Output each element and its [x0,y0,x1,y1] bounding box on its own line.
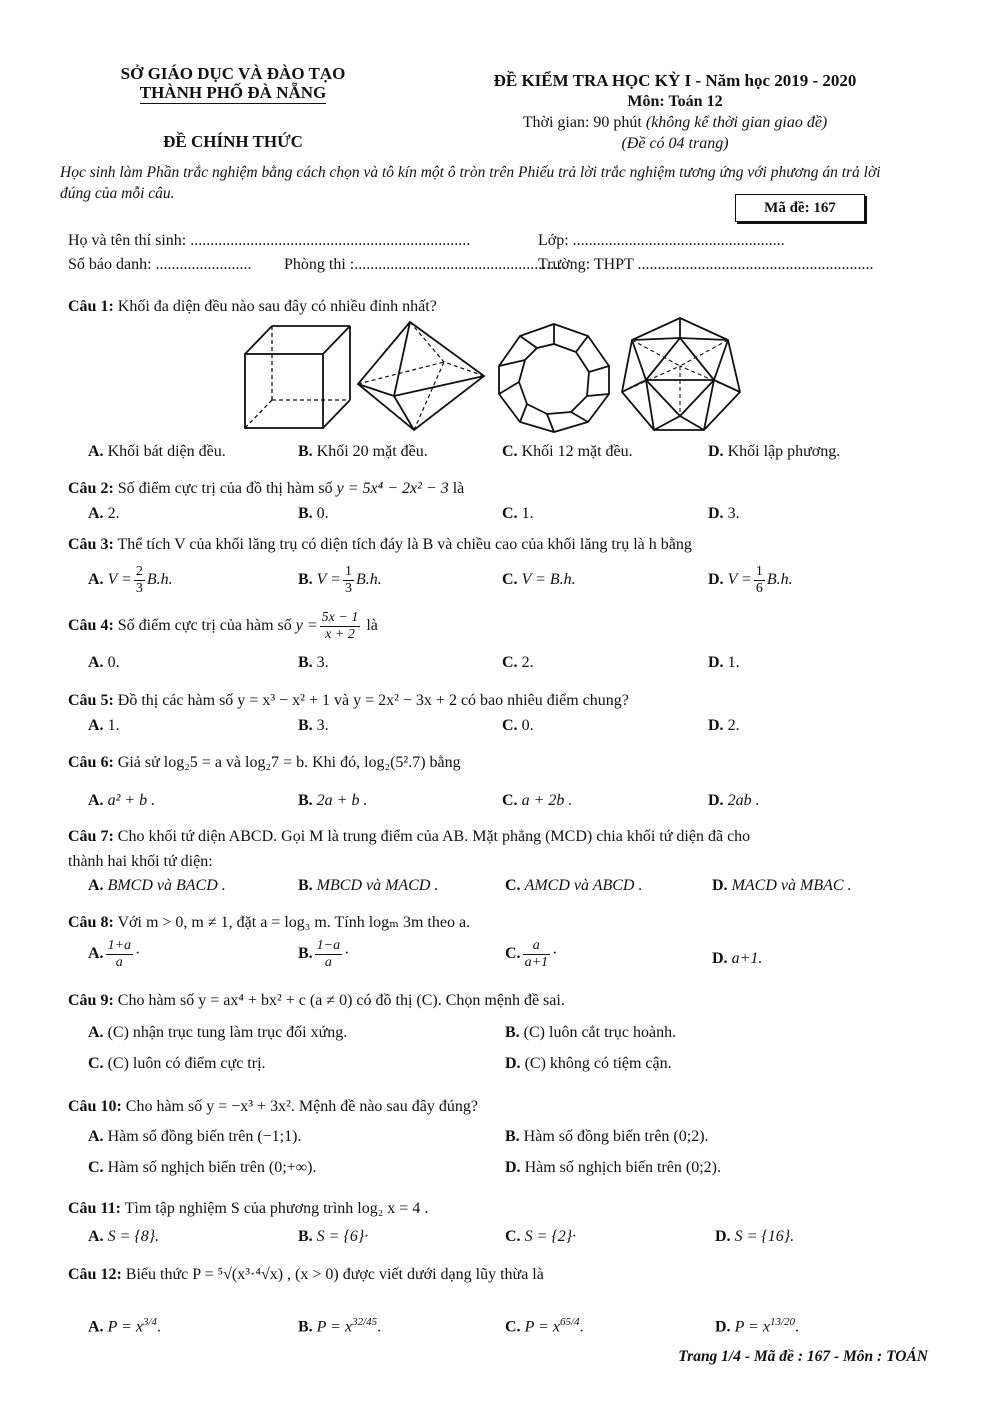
q5-option-b[interactable]: B. 3. [298,717,329,734]
q8-option-b[interactable]: B. $\frac{1-a}{a}$ · [298,938,350,970]
official-label: ĐỀ CHÍNH THỨC [163,132,303,151]
exam-code-box: Mã đề: 167 [735,194,865,222]
q4-option-d[interactable]: D. 1. [708,654,740,671]
question-11: Câu 11: Tìm tập nghiệm S của phương trình log₂ x = 4 . [68,1200,429,1217]
question-10: Câu 10: Cho hàm số y = −x³ + 3x². Mệnh đề nào sau đây đúng? [68,1098,478,1115]
q4-option-b[interactable]: B. 3. [298,654,329,671]
q3-option-d[interactable]: D. V = $\frac{1}{6}$ B.h. [708,564,793,596]
q7-option-d[interactable]: D. MACD và MBAC . [712,877,852,894]
question-7: Câu 7: Cho khối tứ diện ABCD. Gọi M là trung điểm của AB. Mặt phẳng (MCD) chia khối tứ diện đã cho [68,828,751,845]
question-label: Câu 1: [68,298,114,315]
octahedron-figure [352,318,492,436]
q12-option-d[interactable]: D. $P = x^{13/20}$. [715,1316,800,1336]
q1-option-b[interactable]: B. Khối 20 mặt đều. [298,443,428,460]
instruction: Học sinh làm Phần trắc nghiệm bằng cách chọn và tô kín một ô tròn trên Phiếu trả lời trắc nghiệm tương ứng với phương án trả lời đúng của mỗi câu. [60,164,881,202]
q1-option-c[interactable]: C. Khối 12 mặt đều. [502,443,633,460]
field-class[interactable]: Lớp: ..................................................... [538,232,785,249]
q9-option-c[interactable]: C. (C) luôn có điểm cực trị. [88,1055,266,1072]
q11-option-a[interactable]: A. S = {8}. [88,1228,160,1245]
q10-option-b[interactable]: B. Hàm số đồng biến trên (0;2). [505,1128,709,1145]
q2-option-b[interactable]: B. 0. [298,505,329,522]
question-6: Câu 6: Giả sử log₂5 = a và log₂7 = b. Khi đó, log₂(5².7) bằng [68,754,461,771]
page-footer: Trang 1/4 - Mã đề : 167 - Môn : TOÁN [678,1348,928,1365]
department-header [88,64,378,151]
question-3: Câu 3: Thể tích V của khối lăng trụ có diện tích đáy là B và chiều cao của khối lăng trụ là h bằng [68,536,692,553]
question-7-continued: thành hai khối tứ diện: [68,853,213,870]
exam-title: ĐỀ KIỂM TRA HỌC KỲ I - Năm học 2019 - 2020 [493,71,857,90]
time-note: (không kể thời gian giao đề) [645,114,828,131]
q1-option-a[interactable]: A. Khối bát diện đều. [88,443,226,460]
q5-option-d[interactable]: D. 2. [708,717,740,734]
q12-option-a[interactable]: A. $P = x^{3/4}$. [88,1316,162,1336]
q7-option-c[interactable]: C. AMCD và ABCD . [505,877,643,894]
dodecahedron-figure [495,322,613,434]
q4-option-c[interactable]: C. 2. [502,654,534,671]
q6-option-b[interactable]: B. 2a + b . [298,792,368,809]
question-8: Câu 8: Với m > 0, m ≠ 1, đặt a = log₃ m. Tính logₘ 3m theo a. [68,914,471,931]
question-text: Khối đa diện đều nào sau đây có nhiều đỉnh nhất? [117,298,437,315]
q11-option-d[interactable]: D. S = {16}. [715,1228,795,1245]
subject: Môn: Toán 12 [627,93,723,110]
q5-option-c[interactable]: C. 0. [502,717,534,734]
q9-option-a[interactable]: A. (C) nhận trục tung làm trục đối xứng. [88,1024,348,1041]
q5-option-a[interactable]: A. 1. [88,717,120,734]
time-label: Thời gian: 90 phút [522,114,642,131]
q6-option-c[interactable]: C. a + 2b . [502,792,573,809]
question-9: Câu 9: Cho hàm số y = ax⁴ + bx² + c (a ≠ 0) có đồ thị (C). Chọn mệnh đề sai. [68,992,565,1009]
q8-option-c[interactable]: C. $\frac{a}{a+1}$ · [505,938,558,970]
field-school[interactable]: Trường: THPT ........................................................... [538,256,874,273]
city-name: THÀNH PHỐ ĐÀ NẴNG [139,83,327,102]
cube-figure [240,322,360,432]
field-name[interactable]: Họ và tên thí sinh: ...................................................................... [68,232,471,249]
q9-option-d[interactable]: D. (C) không có tiệm cận. [505,1055,672,1072]
q3-option-c[interactable]: C. V = B.h. [502,571,576,588]
q7-option-b[interactable]: B. MBCD và MACD . [298,877,439,894]
q2-option-c[interactable]: C. 1. [502,505,534,522]
question-5: Câu 5: Đồ thị các hàm số y = x³ − x² + 1 và y = 2x² − 3x + 2 có bao nhiêu điểm chung? [68,692,629,709]
q7-option-a[interactable]: A. BMCD và BACD . [88,877,226,894]
q1-option-d[interactable]: D. Khối lập phương. [708,443,841,460]
q3-option-a[interactable]: A. V = $\frac{2}{3}$ B.h. [88,564,173,596]
q12-option-b[interactable]: B. $P = x^{32/45}$. [298,1316,382,1336]
q2-option-d[interactable]: D. 3. [708,505,740,522]
question-2: Câu 2: Số điểm cực trị của đồ thị hàm số y = 5x⁴ − 2x² − 3 là [68,480,465,497]
q10-option-a[interactable]: A. Hàm số đồng biến trên (−1;1). [88,1128,302,1145]
q12-option-c[interactable]: C. $P = x^{65/4}$. [505,1316,584,1336]
q3-option-b[interactable]: B. V = $\frac{1}{3}$ B.h. [298,564,382,596]
q9-option-b[interactable]: B. (C) luôn cắt trục hoành. [505,1024,677,1041]
q10-option-c[interactable]: C. Hàm số nghịch biến trên (0;+∞). [88,1159,317,1176]
question-1 [68,298,437,316]
q8-option-a[interactable]: A. $\frac{1+a}{a}$ · [88,938,141,970]
question-4: Câu 4: Số điểm cực trị của hàm số y = $\frac{5x - 1}{x + 2}$ là [68,610,378,642]
q6-option-d[interactable]: D. 2ab . [708,792,760,809]
q4-option-a[interactable]: A. 0. [88,654,120,671]
icosahedron-figure [618,316,744,436]
field-room[interactable]: Phòng thi :..................................................... [284,256,567,273]
question-12: Câu 12: Biểu thức P = ⁵√(x³·⁴√x) , (x > 0) được viết dưới dạng lũy thừa là [68,1266,544,1283]
q11-option-c[interactable]: C. S = {2}· [505,1228,577,1245]
field-sbd[interactable]: Số báo danh: ........................ [68,256,252,273]
q8-option-d[interactable]: D. a+1. [712,950,763,967]
exam-header [455,70,895,154]
q10-option-d[interactable]: D. Hàm số nghịch biến trên (0;2). [505,1159,721,1176]
pages-note: (Đề có 04 trang) [621,135,729,152]
q11-option-b[interactable]: B. S = {6}· [298,1228,369,1245]
q6-option-a[interactable]: A. a² + b . [88,792,156,809]
q2-option-a[interactable]: A. 2. [88,505,120,522]
department-name: SỞ GIÁO DỤC VÀ ĐÀO TẠO [120,64,346,83]
